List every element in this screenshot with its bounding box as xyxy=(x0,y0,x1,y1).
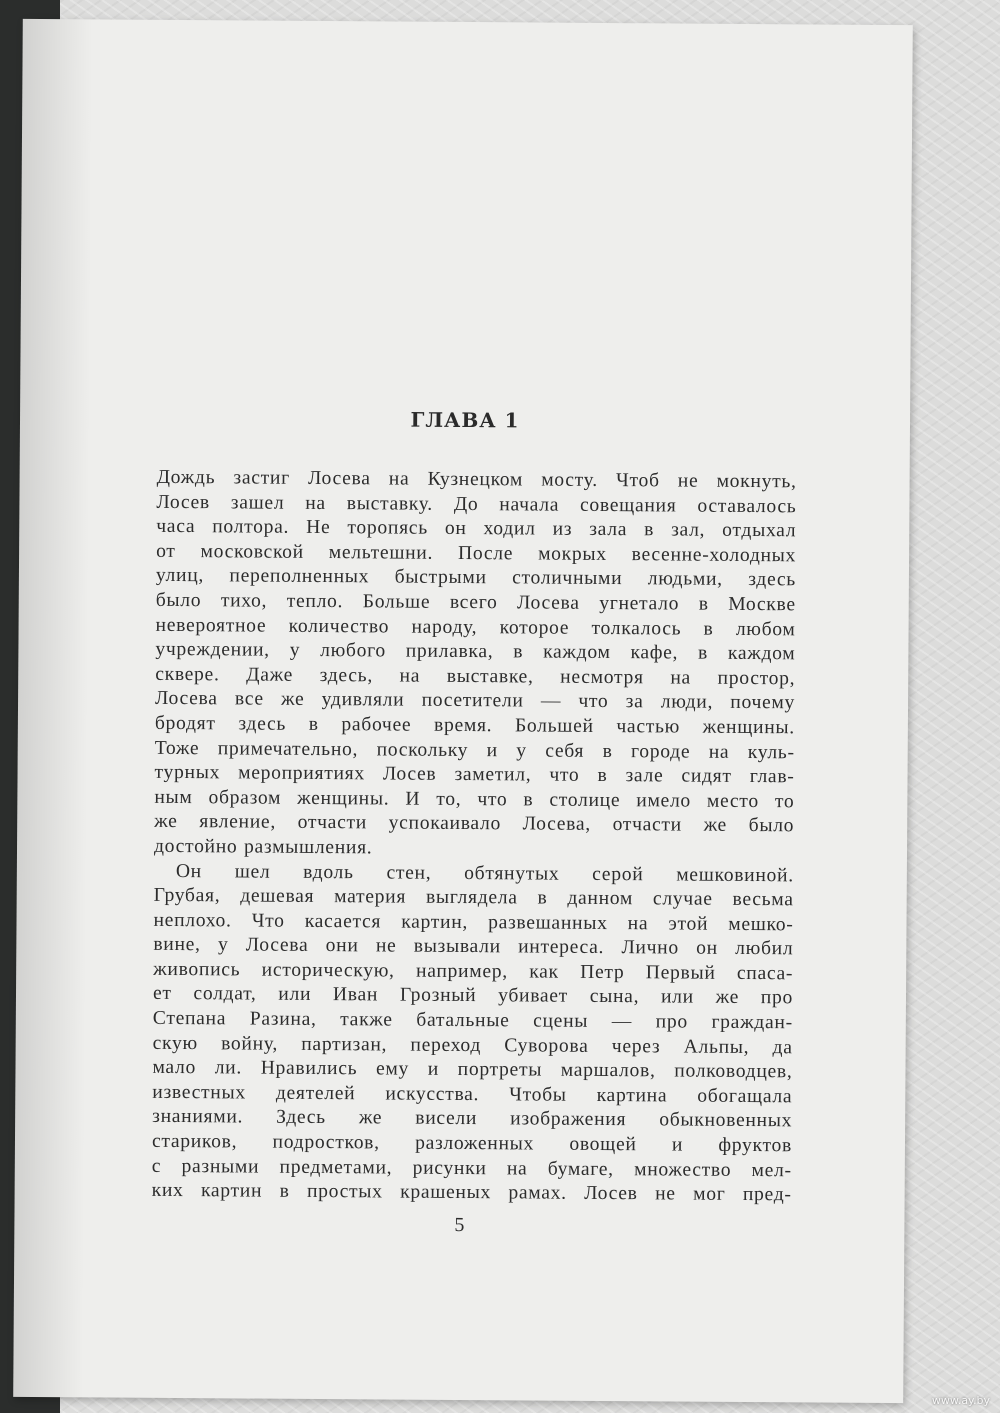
text-line: часа полтора. Не торопясь он ходил из зала в зал, отдыхал xyxy=(156,516,797,542)
text-line: сквере. Даже здесь, на выставке, несмотря на простор, xyxy=(155,663,796,690)
text-line: Лосев зашел на выставку. До начала совещания оставалось xyxy=(156,491,797,517)
body-text xyxy=(152,466,797,1208)
text-line: учреждении, у любого прилавка, в каждом кафе, в каждом xyxy=(155,639,796,665)
text-line: Грубая, дешевая материя выглядела в данном случае весьма xyxy=(153,884,794,911)
text-line: турных мероприятиях Лосев заметил, что в зале сидят глав- xyxy=(154,761,795,788)
text-line: ких картин в простых крашеных рамах. Лосев не мог пред- xyxy=(151,1180,792,1206)
text-line: было тихо, тепло. Больше всего Лосева угнетало в Москве xyxy=(155,589,796,616)
page-number: 5 xyxy=(454,1213,465,1237)
text-line: Он шел вдоль стен, обтянутых серой мешковиной. xyxy=(175,860,794,886)
text-line: Степана Разина, также батальные сцены — про граждан- xyxy=(152,1007,793,1034)
text-line: Тоже примечательно, поскольку и у себя в городе на куль- xyxy=(154,737,795,763)
text-line: от московской мельтешни. После мокрых весенне-холодных xyxy=(156,540,797,567)
chapter-title: ГЛАВА 1 xyxy=(410,407,520,433)
text-line: знаниями. Здесь же висели изображения обыкновенных xyxy=(152,1106,793,1132)
text-line: вине, у Лосева они не вызывали интереса. Лично он любил xyxy=(153,934,794,960)
text-line: ет солдат, или Иван Грозный убивает сына, или же про xyxy=(152,983,794,1009)
book-page xyxy=(13,19,913,1403)
text-line: с разными предметами, рисунки на бумаге, множество мел- xyxy=(151,1155,792,1181)
gutter-shadow xyxy=(13,19,93,1397)
text-line: скую войну, партизан, переход Суворова через Альпы, да xyxy=(152,1032,793,1058)
text-line: достойно размышления. xyxy=(153,835,373,859)
text-line: стариков, подростков, разложенных овощей и фруктов xyxy=(151,1130,793,1157)
text-line: живопись историческую, например, как Петр Первый спаса- xyxy=(153,958,794,985)
text-line: улиц, переполненных быстрыми столичными людьми, здесь xyxy=(155,565,796,591)
text-line: же явление, отчасти успокаивало Лосева, отчасти же было xyxy=(154,811,795,837)
text-line: Лосева все же удивляли посетители — что за люди, почему xyxy=(155,688,796,714)
text-line: известных деятелей искусства. Чтобы картина обогащала xyxy=(152,1081,793,1108)
text-line: ным образом женщины. И то, что в столице имело место то xyxy=(154,786,795,813)
text-line: неплохо. Что касается картин, развешанных на этой мешко- xyxy=(153,909,794,935)
text-line: мало ли. Нравились ему и портреты маршалов, полководцев, xyxy=(152,1057,793,1083)
text-line: Дождь застиг Лосева на Кузнецком мосту. Чтоб не мокнуть, xyxy=(156,466,797,493)
text-line: невероятное количество народу, которое толкалось в любом xyxy=(155,614,796,640)
text-line: бродят здесь в рабочее время. Большей частью женщины. xyxy=(154,712,795,739)
watermark: www.ay.by xyxy=(931,1394,990,1407)
